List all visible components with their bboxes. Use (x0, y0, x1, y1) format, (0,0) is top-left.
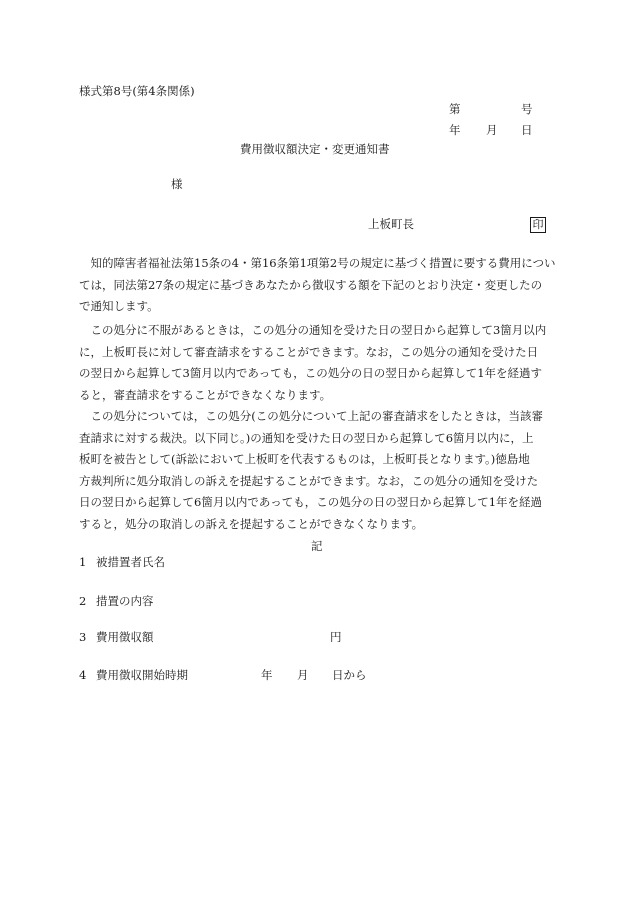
number-suffix: 号 (521, 102, 533, 116)
date-day: 日 (521, 123, 533, 137)
paragraph-line: この処分については，この処分(この処分について上記の審査請求をしたときは，当該審 (79, 409, 544, 423)
date-month: 月 (486, 123, 498, 137)
paragraph-line: の翌日から起算して3箇月以内であっても，この処分の日の翌日から起算して1年を経過す (79, 366, 543, 380)
start-month: 月 (297, 668, 309, 682)
fee-unit-yen: 円 (330, 630, 342, 644)
paragraph-line: すると，処分の取消しの訴えを提起することができなくなります。 (79, 516, 424, 531)
item-number: 3 (79, 630, 87, 644)
paragraph-line: 日の翌日から起算して6箇月以内であっても，この処分の日の翌日から起算して1年を経過 (79, 495, 543, 509)
paragraph-line: で通知します。 (79, 299, 159, 313)
item-number: 1 (79, 555, 87, 569)
item-label-measure-content: 措置の内容 (96, 594, 154, 608)
ki-heading: 記 (311, 539, 323, 553)
paragraph-line: ては，同法第27条の規定に基づきあなたから徴収する額を下記のとおり決定・変更したの (79, 277, 543, 292)
start-year: 年 (261, 668, 273, 682)
paragraph-notice (79, 253, 556, 318)
number-prefix: 第 (449, 102, 461, 116)
paragraph-line: 方裁判所に処分取消しの訴えを提起することができます。なお，この処分の通知を受けた (79, 473, 539, 488)
item-label-fee-amount: 費用徴収額 (96, 630, 154, 644)
paragraph-line: 板町を被告として(訴訟において上板町を代表するものは，上板町長となります。)徳島地 (79, 452, 530, 466)
paragraph-line: 査請求に対する裁決。以下同じ。)の通知を受けた日の翌日から起算して6箇月以内に，上 (79, 430, 534, 445)
paragraph-line: 知的障害者福祉法第15条の4・第16条第1項第2号の規定に基づく措置に要する費用につい (79, 256, 556, 270)
form-number: 様式第8号(第4条関係) (79, 84, 195, 98)
date-year: 年 (449, 123, 461, 137)
addressee-honorific: 様 (171, 177, 183, 191)
issuer-name: 上板町長 (368, 217, 414, 231)
paragraph-appeal (79, 320, 553, 406)
item-label-recipient-name: 被措置者氏名 (96, 555, 165, 569)
paragraph-lawsuit (79, 406, 553, 535)
paragraph-line: に，上板町長に対して審査請求をすることができます。なお，この処分の通知を受けた日 (79, 344, 539, 359)
paragraph-line: ると，審査請求をすることができなくなります。 (79, 387, 332, 402)
document-title: 費用徴収額決定・変更通知書 (240, 142, 390, 156)
seal-mark: 印 (530, 217, 546, 233)
start-day: 日から (332, 668, 367, 682)
item-number: 4 (79, 668, 87, 682)
item-number: 2 (79, 594, 87, 608)
paragraph-line: この処分に不服があるときは，この処分の通知を受けた日の翌日から起算して3箇月以内 (79, 323, 547, 337)
item-label-start-period: 費用徴収開始時期 (96, 668, 188, 682)
